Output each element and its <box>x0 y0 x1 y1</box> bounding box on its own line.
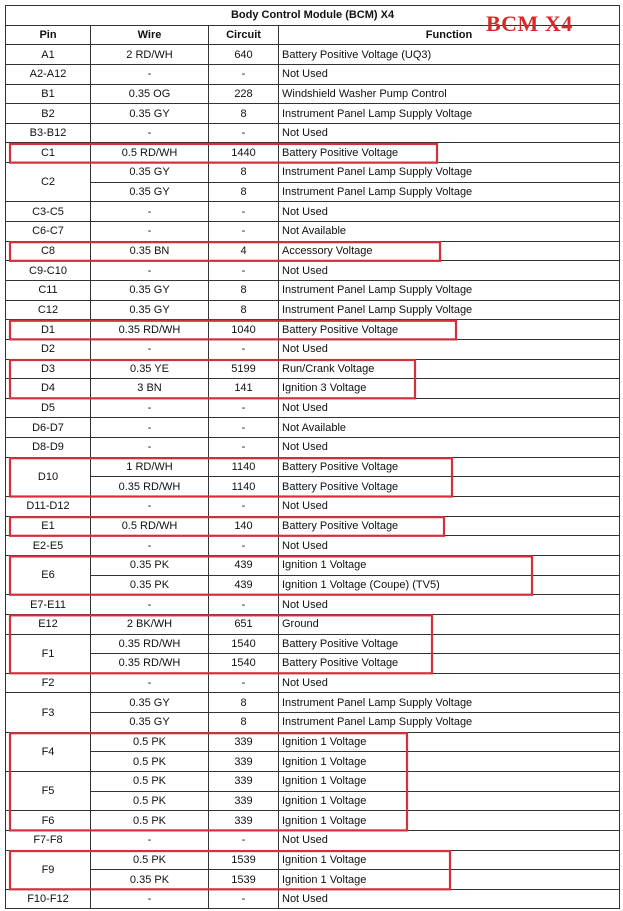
function-cell: Not Used <box>279 123 620 143</box>
table-body <box>6 45 620 909</box>
pin-cell: D4 <box>6 379 91 399</box>
wire-cell: 0.35 RD/WH <box>91 320 209 340</box>
table-row <box>6 84 620 104</box>
pin-cell: C2 <box>6 163 91 202</box>
bcm-stamp: BCM X4 <box>486 11 573 36</box>
pinout-table <box>5 5 620 909</box>
wire-cell: 0.5 PK <box>91 791 209 811</box>
pin-cell: E6 <box>6 555 91 594</box>
wire-cell: 0.35 GY <box>91 182 209 202</box>
function-cell: Not Used <box>279 830 620 850</box>
circuit-cell: - <box>209 398 279 418</box>
table-row <box>6 595 620 615</box>
circuit-cell: 439 <box>209 555 279 575</box>
function-cell: Not Used <box>279 497 620 517</box>
function-cell: Battery Positive Voltage <box>279 477 620 497</box>
table-row <box>6 673 620 693</box>
circuit-cell: - <box>209 497 279 517</box>
table-row <box>6 457 620 477</box>
circuit-cell: - <box>209 673 279 693</box>
pin-cell: B3-B12 <box>6 123 91 143</box>
function-cell: Ground <box>279 614 620 634</box>
table-row <box>6 123 620 143</box>
table-row <box>6 791 620 811</box>
pin-cell: C9-C10 <box>6 261 91 281</box>
table-row <box>6 359 620 379</box>
pin-cell: F7-F8 <box>6 830 91 850</box>
circuit-cell: - <box>209 438 279 458</box>
circuit-cell: 5199 <box>209 359 279 379</box>
wire-cell: - <box>91 889 209 909</box>
circuit-cell: 1539 <box>209 870 279 890</box>
wire-cell: 0.35 YE <box>91 359 209 379</box>
function-cell: Not Used <box>279 889 620 909</box>
wire-cell: 0.35 GY <box>91 713 209 733</box>
circuit-cell: 1540 <box>209 654 279 674</box>
wire-cell: 0.35 PK <box>91 575 209 595</box>
circuit-cell: 1140 <box>209 477 279 497</box>
table-row <box>6 320 620 340</box>
wire-cell: - <box>91 536 209 556</box>
wire-cell: - <box>91 64 209 84</box>
circuit-cell: 1040 <box>209 320 279 340</box>
function-cell: Battery Positive Voltage <box>279 320 620 340</box>
pin-cell: D11-D12 <box>6 497 91 517</box>
pin-cell: F6 <box>6 811 91 831</box>
function-cell: Battery Positive Voltage <box>279 634 620 654</box>
pin-cell: F9 <box>6 850 91 889</box>
function-cell: Instrument Panel Lamp Supply Voltage <box>279 182 620 202</box>
circuit-cell: 8 <box>209 300 279 320</box>
function-cell: Ignition 1 Voltage (Coupe) (TV5) <box>279 575 620 595</box>
wire-cell: - <box>91 123 209 143</box>
function-cell: Not Available <box>279 222 620 242</box>
function-cell: Not Used <box>279 64 620 84</box>
circuit-cell: 1540 <box>209 634 279 654</box>
function-cell: Instrument Panel Lamp Supply Voltage <box>279 280 620 300</box>
wire-cell: - <box>91 398 209 418</box>
pin-cell: D2 <box>6 339 91 359</box>
circuit-cell: - <box>209 536 279 556</box>
circuit-cell: 1440 <box>209 143 279 163</box>
pin-cell: C1 <box>6 143 91 163</box>
wire-cell: 0.5 PK <box>91 771 209 791</box>
pin-cell: C11 <box>6 280 91 300</box>
circuit-cell: - <box>209 222 279 242</box>
circuit-cell: - <box>209 889 279 909</box>
circuit-cell: - <box>209 595 279 615</box>
table-row <box>6 418 620 438</box>
wire-cell: 0.5 PK <box>91 811 209 831</box>
wire-cell: 2 BK/WH <box>91 614 209 634</box>
function-cell: Ignition 1 Voltage <box>279 850 620 870</box>
wire-cell: 3 BN <box>91 379 209 399</box>
function-cell: Not Used <box>279 536 620 556</box>
table-row <box>6 280 620 300</box>
function-cell: Not Used <box>279 595 620 615</box>
pin-cell: E7-E11 <box>6 595 91 615</box>
table-row <box>6 300 620 320</box>
pin-cell: A2-A12 <box>6 64 91 84</box>
pin-cell: D10 <box>6 457 91 496</box>
pin-cell: B2 <box>6 104 91 124</box>
table-row <box>6 261 620 281</box>
circuit-cell: 1140 <box>209 457 279 477</box>
pin-cell: E12 <box>6 614 91 634</box>
table-row <box>6 654 620 674</box>
wire-cell: - <box>91 595 209 615</box>
function-cell: Ignition 1 Voltage <box>279 752 620 772</box>
circuit-cell: 228 <box>209 84 279 104</box>
pin-cell: C3-C5 <box>6 202 91 222</box>
function-cell: Battery Positive Voltage <box>279 654 620 674</box>
function-cell: Not Used <box>279 202 620 222</box>
pin-cell: D8-D9 <box>6 438 91 458</box>
wire-cell: - <box>91 830 209 850</box>
function-cell: Ignition 3 Voltage <box>279 379 620 399</box>
function-cell: Battery Positive Voltage <box>279 516 620 536</box>
table-row <box>6 398 620 418</box>
wire-cell: - <box>91 497 209 517</box>
circuit-cell: - <box>209 202 279 222</box>
circuit-cell: - <box>209 830 279 850</box>
table-row <box>6 438 620 458</box>
function-cell: Accessory Voltage <box>279 241 620 261</box>
wire-cell: - <box>91 673 209 693</box>
table-row <box>6 634 620 654</box>
circuit-cell: 8 <box>209 182 279 202</box>
circuit-cell: 141 <box>209 379 279 399</box>
wire-cell: 0.5 PK <box>91 752 209 772</box>
function-cell: Ignition 1 Voltage <box>279 870 620 890</box>
table-row <box>6 614 620 634</box>
header-function: Function <box>279 25 620 45</box>
table-row <box>6 222 620 242</box>
function-cell: Not Used <box>279 261 620 281</box>
function-cell: Not Available <box>279 418 620 438</box>
pin-cell: F3 <box>6 693 91 732</box>
circuit-cell: 4 <box>209 241 279 261</box>
wire-cell: - <box>91 222 209 242</box>
wire-cell: 0.5 PK <box>91 732 209 752</box>
function-cell: Ignition 1 Voltage <box>279 771 620 791</box>
wire-cell: 0.35 BN <box>91 241 209 261</box>
circuit-cell: 439 <box>209 575 279 595</box>
wire-cell: 0.35 PK <box>91 870 209 890</box>
table-row <box>6 555 620 575</box>
function-cell: Windshield Washer Pump Control <box>279 84 620 104</box>
circuit-cell: 8 <box>209 163 279 183</box>
circuit-cell: 339 <box>209 791 279 811</box>
table-row <box>6 143 620 163</box>
table-row <box>6 752 620 772</box>
wire-cell: 0.35 GY <box>91 300 209 320</box>
table-row <box>6 339 620 359</box>
wire-cell: - <box>91 438 209 458</box>
function-cell: Battery Positive Voltage (UQ3) <box>279 45 620 65</box>
wire-cell: - <box>91 418 209 438</box>
circuit-cell: 651 <box>209 614 279 634</box>
function-cell: Instrument Panel Lamp Supply Voltage <box>279 693 620 713</box>
table-row <box>6 693 620 713</box>
circuit-cell: - <box>209 261 279 281</box>
circuit-cell: 1539 <box>209 850 279 870</box>
wire-cell: 0.5 RD/WH <box>91 516 209 536</box>
pin-cell: F5 <box>6 771 91 810</box>
wire-cell: - <box>91 261 209 281</box>
circuit-cell: - <box>209 123 279 143</box>
wire-cell: 0.35 GY <box>91 104 209 124</box>
table-row <box>6 477 620 497</box>
pin-cell: C6-C7 <box>6 222 91 242</box>
wire-cell: 0.35 GY <box>91 693 209 713</box>
wire-cell: - <box>91 202 209 222</box>
circuit-cell: 339 <box>209 732 279 752</box>
wire-cell: 0.35 RD/WH <box>91 654 209 674</box>
circuit-cell: 339 <box>209 811 279 831</box>
pin-cell: F10-F12 <box>6 889 91 909</box>
header-wire: Wire <box>91 25 209 45</box>
circuit-cell: 640 <box>209 45 279 65</box>
circuit-cell: 8 <box>209 713 279 733</box>
pin-cell: D3 <box>6 359 91 379</box>
pin-cell: D5 <box>6 398 91 418</box>
table-row <box>6 732 620 752</box>
wire-cell: 2 RD/WH <box>91 45 209 65</box>
pin-cell: F1 <box>6 634 91 673</box>
wire-cell: 0.35 PK <box>91 555 209 575</box>
table-row <box>6 45 620 65</box>
table-row <box>6 575 620 595</box>
pin-cell: D6-D7 <box>6 418 91 438</box>
wire-cell: 0.35 GY <box>91 280 209 300</box>
pin-cell: E1 <box>6 516 91 536</box>
pin-cell: E2-E5 <box>6 536 91 556</box>
pin-cell: F4 <box>6 732 91 771</box>
circuit-cell: 8 <box>209 280 279 300</box>
function-cell: Ignition 1 Voltage <box>279 732 620 752</box>
wire-cell: 1 RD/WH <box>91 457 209 477</box>
pin-cell: B1 <box>6 84 91 104</box>
wire-cell: 0.35 OG <box>91 84 209 104</box>
table-row <box>6 202 620 222</box>
function-cell: Instrument Panel Lamp Supply Voltage <box>279 300 620 320</box>
pin-cell: F2 <box>6 673 91 693</box>
circuit-cell: - <box>209 418 279 438</box>
table-row <box>6 889 620 909</box>
table-row <box>6 713 620 733</box>
table-row <box>6 870 620 890</box>
circuit-cell: 339 <box>209 771 279 791</box>
table-row <box>6 497 620 517</box>
wire-cell: 0.35 RD/WH <box>91 477 209 497</box>
table-row <box>6 850 620 870</box>
wire-cell: 0.35 GY <box>91 163 209 183</box>
pin-cell: C8 <box>6 241 91 261</box>
table-title: Body Control Module (BCM) X4 <box>6 6 620 26</box>
function-cell: Run/Crank Voltage <box>279 359 620 379</box>
table-row <box>6 182 620 202</box>
circuit-cell: - <box>209 339 279 359</box>
function-cell: Instrument Panel Lamp Supply Voltage <box>279 163 620 183</box>
function-cell: Battery Positive Voltage <box>279 143 620 163</box>
pinout-sheet <box>5 5 619 909</box>
table-row <box>6 830 620 850</box>
circuit-cell: 140 <box>209 516 279 536</box>
function-cell: Instrument Panel Lamp Supply Voltage <box>279 713 620 733</box>
circuit-cell: 8 <box>209 693 279 713</box>
table-row <box>6 771 620 791</box>
wire-cell: 0.35 RD/WH <box>91 634 209 654</box>
pin-cell: D1 <box>6 320 91 340</box>
circuit-cell: 8 <box>209 104 279 124</box>
table-row <box>6 64 620 84</box>
pin-cell: A1 <box>6 45 91 65</box>
function-cell: Not Used <box>279 438 620 458</box>
function-cell: Instrument Panel Lamp Supply Voltage <box>279 104 620 124</box>
table-row <box>6 811 620 831</box>
circuit-cell: - <box>209 64 279 84</box>
table-row <box>6 536 620 556</box>
function-cell: Ignition 1 Voltage <box>279 555 620 575</box>
table-row <box>6 379 620 399</box>
circuit-cell: 339 <box>209 752 279 772</box>
wire-cell: - <box>91 339 209 359</box>
header-circuit: Circuit <box>209 25 279 45</box>
function-cell: Not Used <box>279 339 620 359</box>
table-row <box>6 516 620 536</box>
wire-cell: 0.5 RD/WH <box>91 143 209 163</box>
function-cell: Not Used <box>279 673 620 693</box>
table-row <box>6 104 620 124</box>
wire-cell: 0.5 PK <box>91 850 209 870</box>
function-cell: Ignition 1 Voltage <box>279 811 620 831</box>
function-cell: Ignition 1 Voltage <box>279 791 620 811</box>
table-row <box>6 241 620 261</box>
pin-cell: C12 <box>6 300 91 320</box>
table-row <box>6 163 620 183</box>
function-cell: Not Used <box>279 398 620 418</box>
header-pin: Pin <box>6 25 91 45</box>
function-cell: Battery Positive Voltage <box>279 457 620 477</box>
